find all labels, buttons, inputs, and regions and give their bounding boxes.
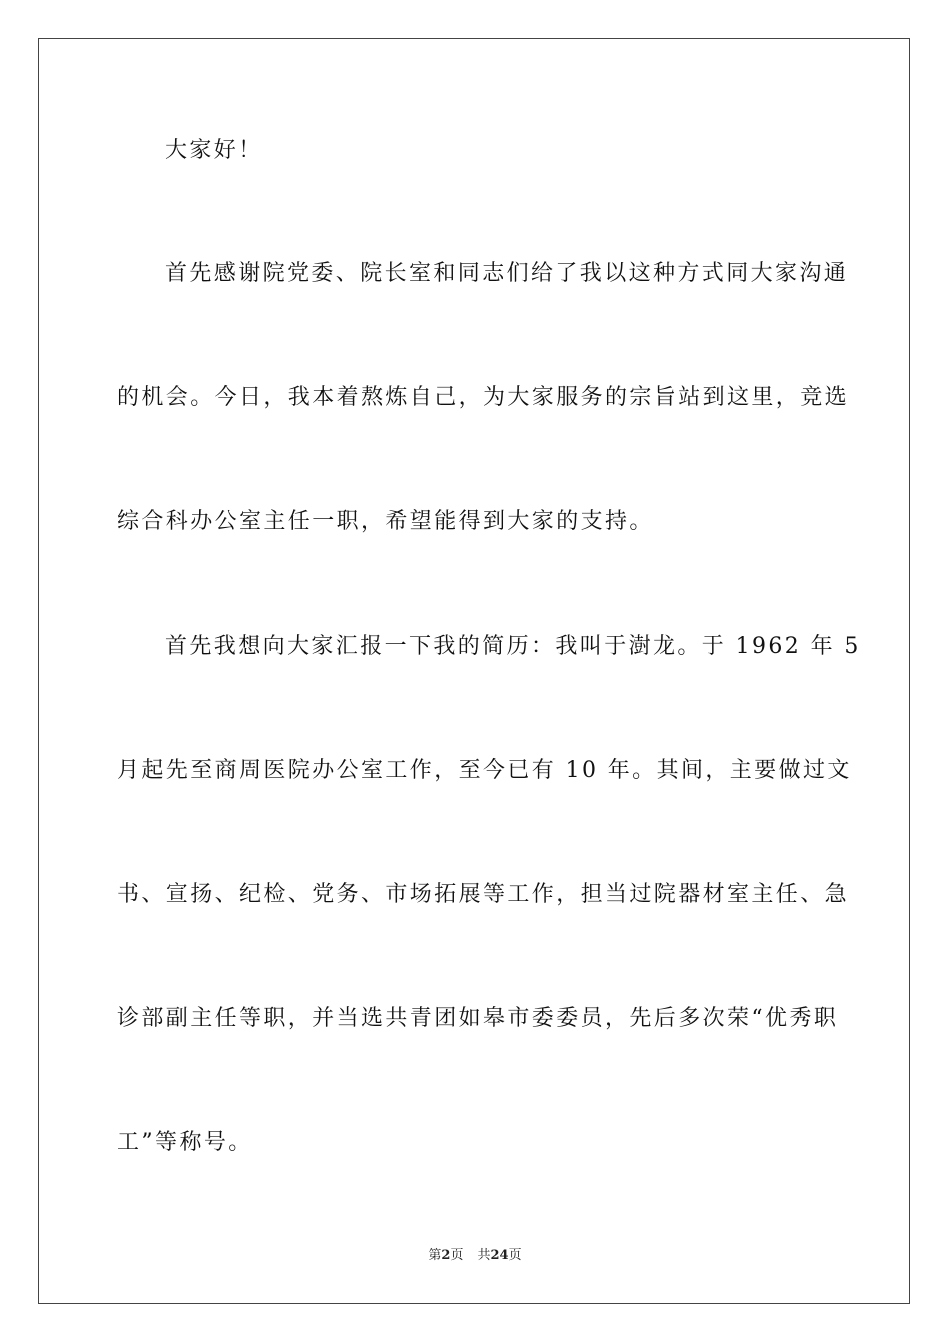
page-prefix: 第 [428, 1248, 442, 1263]
page-footer [0, 1247, 950, 1265]
paragraph-2-line-5: 工”等称号。 [117, 1130, 253, 1155]
greeting-line: 大家好！ [165, 138, 263, 163]
page-number: 2 [441, 1248, 451, 1263]
total-suffix: 页 [508, 1248, 522, 1263]
paragraph-2-line-2: 月起先至商周医院办公室工作，至今已有 10 年。其间，主要做过文 [117, 758, 852, 783]
page-suffix: 页 [450, 1248, 464, 1263]
paragraph-1-line-2: 的机会。今日，我本着熬炼自己，为大家服务的宗旨站到这里，竞选 [117, 385, 850, 410]
paragraph-1-line-3: 综合科办公室主任一职，希望能得到大家的支持。 [117, 509, 654, 534]
total-prefix: 共 [477, 1248, 491, 1263]
paragraph-1-line-1: 首先感谢院党委、院长室和同志们给了我以这种方式同大家沟通 [165, 261, 849, 286]
total-pages: 24 [490, 1248, 509, 1263]
paragraph-2-line-1: 首先我想向大家汇报一下我的简历：我叫于澍龙。于 1962 年 5 [165, 634, 861, 659]
paragraph-2-line-3: 书、宣扬、纪检、党务、市场拓展等工作，担当过院器材室主任、急 [117, 882, 850, 907]
page-border [38, 38, 910, 1304]
paragraph-2-line-4: 诊部副主任等职，并当选共青团如皋市委委员，先后多次荣“优秀职 [117, 1006, 839, 1031]
